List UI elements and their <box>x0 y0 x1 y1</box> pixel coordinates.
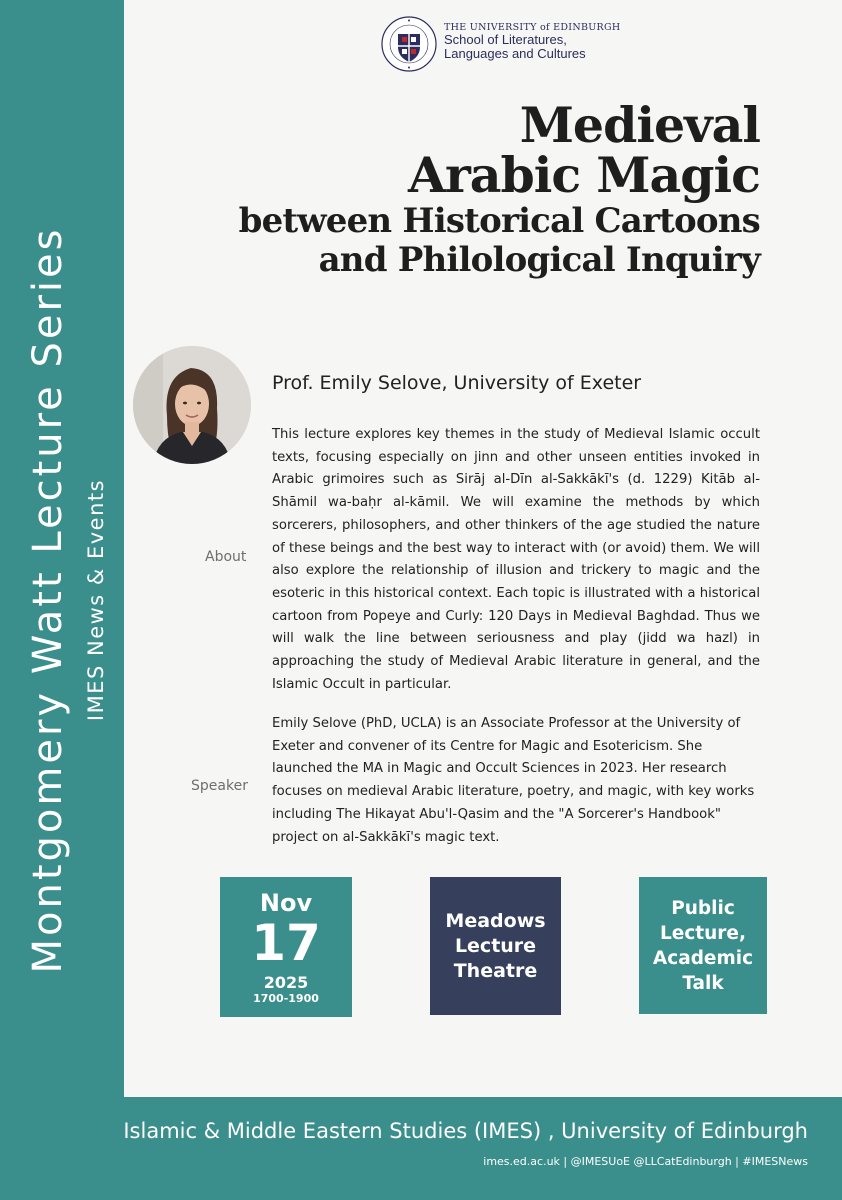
speaker-label: Speaker <box>191 778 248 794</box>
speaker-name: Prof. Emily Selove, University of Exeter <box>272 372 642 394</box>
university-crest-icon <box>381 16 437 72</box>
event-day: 17 <box>251 913 321 972</box>
series-title: Montgomery Watt Lecture Series <box>25 226 71 974</box>
event-month: Nov <box>259 888 313 917</box>
series-subtitle: IMES News & Events <box>84 478 108 722</box>
event-time: 1700-1900 <box>253 991 319 1005</box>
type-line-1: Public <box>671 897 735 919</box>
type-line-4: Talk <box>682 972 724 994</box>
sidebar-banner <box>0 0 124 1097</box>
type-line-2: Lecture, <box>659 922 746 944</box>
series-subtitle-container <box>0 0 124 1097</box>
venue-line-3: Theatre <box>453 959 538 982</box>
title-line-3: between Historical Cartoons <box>238 201 760 241</box>
footer-links: imes.ed.ac.uk | @IMESUoE @LLCatEdinburgh | #IMESNews <box>483 1155 808 1168</box>
university-name: THE UNIVERSITY of EDINBURGH <box>444 22 621 33</box>
lecture-title <box>238 96 760 280</box>
footer-org: Islamic & Middle Eastern Studies (IMES) , University of Edinburgh <box>123 1119 808 1143</box>
about-label: About <box>205 549 247 565</box>
title-line-4: and Philological Inquiry <box>318 240 760 280</box>
event-type-box <box>639 877 767 1014</box>
school-name-line2: Languages and Cultures <box>444 46 586 61</box>
speaker-photo <box>133 346 251 464</box>
event-year: 2025 <box>263 972 309 992</box>
type-line-3: Academic <box>652 947 754 969</box>
speaker-bio-paragraph: Emily Selove (PhD, UCLA) is an Associate Professor at the University of Exeter and convener of its Centre for Magic and Esotericism. She launched the MA in Magic and Occult Sciences in 2023. Her research focuses on medieval Arabic literature, poetry, and magic, with key works including The Hikayat Abu'l-Qasim and the "A Sorcerer's Handbook" project on al-Sakkākī's magic text. <box>272 716 755 845</box>
venue-line-1: Meadows <box>445 909 546 932</box>
about-paragraph: This lecture explores key themes in the study of Medieval Islamic occult texts, focusing especially on jinn and other unseen entities invoked in Arabic grimoires such as Sirāj al-Dīn al-Sakkākī's (d. 1229) Kitāb al-Shāmil wa-baḥr al-kāmil. We will examine the methods by which sorcerers, philosophers, and other thinkers of the age studied the nature of these beings and the best way to interact with (or avoid) them. We will also explore the relationship of illusion and trickery to magic and the esoteric in this historical context. Each topic is illustrated with a historical cartoon from Popeye and Curly: 120 Days in Medieval Baghdad. Thus we will walk the line between seriousness and play (jidd wa hazl) in approaching the study of Medieval Arabic literature in general, and the Islamic Occult in particular. <box>272 427 760 692</box>
title-line-1: Medieval <box>519 96 760 154</box>
venue-box <box>430 877 561 1015</box>
venue-line-2: Lecture <box>454 934 537 957</box>
university-wordmark <box>444 22 620 61</box>
date-box <box>220 877 352 1017</box>
speaker-portrait-icon <box>133 346 251 464</box>
school-name-line1: School of Literatures, <box>444 32 567 47</box>
title-line-2: Arabic Magic <box>407 146 760 204</box>
footer-banner <box>0 1097 842 1200</box>
